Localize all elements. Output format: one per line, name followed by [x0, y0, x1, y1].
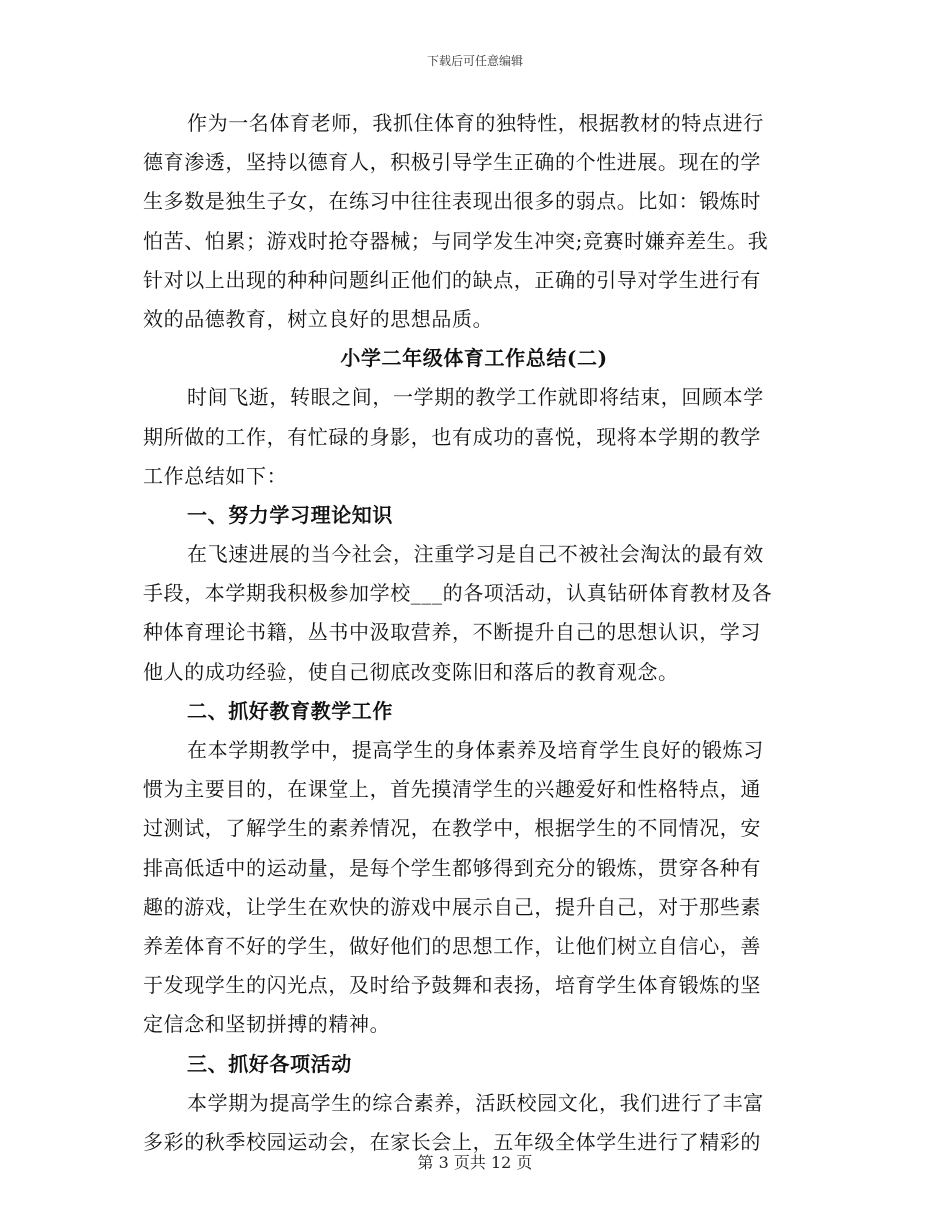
- paragraph: [143, 104, 805, 339]
- text-line: 工作总结如下：: [143, 463, 288, 488]
- text-line: 生多数是独生子女，在练习中往往表现出很多的弱点。比如：锻炼时: [143, 189, 761, 214]
- paragraph: [143, 1084, 805, 1162]
- text-line: 于发现学生的闪光点，及时给予鼓舞和表扬，培育学生体育锻炼的坚: [143, 973, 761, 998]
- text-line: 定信念和坚韧拼搏的精神。: [143, 1012, 391, 1037]
- text-line: 他人的成功经验，使自己彻底改变陈旧和落后的教育观念。: [143, 659, 679, 684]
- text-line: 德育渗透，坚持以德育人，积极引导学生正确的个性进展。现在的学: [143, 150, 761, 175]
- text-line: 养差体育不好的学生，做好他们的思想工作，让他们树立自信心，善: [143, 933, 761, 958]
- text-line: 在飞速进展的当今社会，注重学习是自己不被社会淘汰的最有效: [187, 542, 764, 567]
- text-line: 种体育理论书籍，丛书中汲取营养，不断提升自己的思想认识，学习: [143, 620, 761, 645]
- text-line: 惯为主要目的，在课堂上，首先摸清学生的兴趣爱好和性格特点，通: [143, 777, 761, 802]
- text-line: 趣的游戏，让学生在欢快的游戏中展示自己，提升自己，对于那些素: [143, 894, 761, 919]
- section-heading: 一、努力学习理论知识: [187, 502, 393, 527]
- paragraph: [143, 731, 805, 1045]
- paragraph: [143, 535, 805, 692]
- text-line: 过测试，了解学生的素养情况，在教学中，根据学生的不同情况，安: [143, 816, 761, 841]
- document-title: 小学二年级体育工作总结(二): [340, 346, 608, 371]
- text-line: 在本学期教学中，提高学生的身体素养及培育学生良好的锻炼习: [187, 738, 764, 762]
- text-line: 排高低适中的运动量，是每个学生都够得到充分的锻炼，贯穿各种有: [143, 855, 761, 880]
- paragraph: [143, 378, 805, 496]
- text-line: 作为一名体育老师，我抓住体育的独特性，根据教材的特点进行: [187, 111, 764, 135]
- text-line: 时间飞逝，转眼之间，一学期的教学工作就即将结束，回顾本学: [187, 385, 764, 410]
- text-line: 针对以上出现的种种问题纠正他们的缺点，正确的引导对学生进行有: [143, 267, 761, 292]
- text-line: 多彩的秋季校园运动会，在家长会上，五年级全体学生进行了精彩的: [143, 1129, 761, 1154]
- section-heading: 二、抓好教育教学工作: [187, 698, 393, 723]
- section-heading: 三、抓好各项活动: [187, 1051, 352, 1076]
- page-number: 第 3 页共 12 页: [417, 1153, 533, 1172]
- text-line: 手段，本学期我积极参加学校___的各项活动，认真钻研体育教材及各: [143, 581, 773, 606]
- page-header: 下载后可任意编辑: [426, 54, 523, 68]
- text-line: 期所做的工作，有忙碌的身影，也有成功的喜悦，现将本学期的教学: [143, 424, 761, 449]
- text-line: 本学期为提高学生的综合素养，活跃校园文化，我们进行了丰富: [187, 1090, 764, 1115]
- text-line: 怕苦、怕累；游戏时抢夺器械；与同学发生冲突;竞赛时嫌弃差生。我: [143, 228, 769, 253]
- text-line: 效的品德教育，树立良好的思想品质。: [143, 306, 494, 331]
- document-body: [143, 104, 805, 1162]
